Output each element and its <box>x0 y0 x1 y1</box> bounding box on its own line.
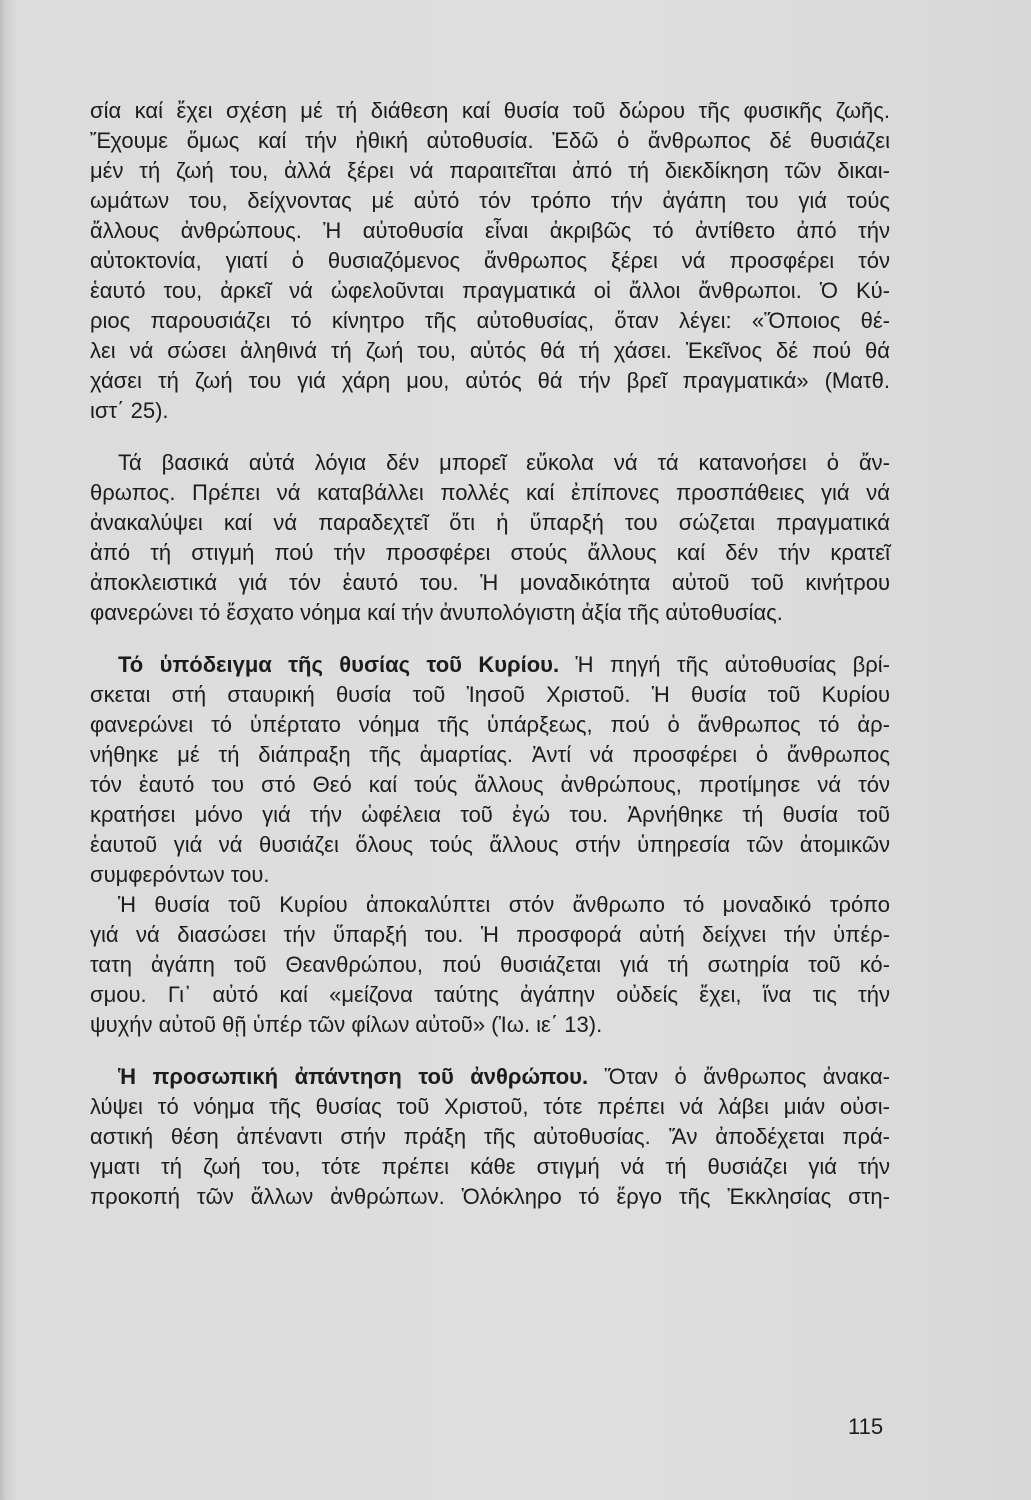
text-line <box>90 1062 890 1092</box>
text-line: Ἔχουμε ὅμως καί τήν ἠθική αὐτοθυσία. Ἐδῶ ὁ ἄνθρωπος δέ θυσιάζει <box>90 128 890 153</box>
text-line: ἄλλους ἀνθρώπους. Ἡ αὐτοθυσία εἶναι ἀκριβῶς τό ἀντίθετο ἀπό τήν <box>90 218 890 243</box>
text-line: ἑαυτοῦ γιά νά θυσιάζει ὅλους τούς ἄλλους στήν ὑπηρεσία τῶν ἀτομικῶν <box>90 832 890 857</box>
paragraph-4 <box>90 890 890 1040</box>
text-line: σμου. Γι᾿ αὐτό καί «μείζονα ταύτης ἀγάπην οὐδείς ἔχει, ἵνα τις τήν <box>90 982 890 1007</box>
paragraph-spacer <box>90 628 890 650</box>
text-line: νήθηκε μέ τή διάπραξη τῆς ἁμαρτίας. Ἀντί νά προσφέρει ὁ ἄνθρωπος <box>90 742 890 767</box>
body-text <box>90 96 890 1212</box>
text-line: ἑαυτό του, ἀρκεῖ νά ὠφελοῦνται πραγματικά οἱ ἄλλοι ἄνθρωποι. Ὁ Κύ- <box>90 278 890 303</box>
section-heading: Τό ὑπόδειγμα τῆς θυσίας τοῦ Κυρίου. <box>118 652 560 677</box>
text-line: χάσει τή ζωή του γιά χάρη μου, αὐτός θά τήν βρεῖ πραγματικά» (Ματθ. <box>90 368 890 393</box>
section-heading: Ἡ προσωπική ἀπάντηση τοῦ ἀνθρώπου. <box>118 1064 589 1089</box>
text-line: γιά νά διασώσει τήν ὕπαρξή του. Ἡ προσφορά αὐτή δείχνει τήν ὑπέρ- <box>90 922 890 947</box>
text-line: σκεται στή σταυρική θυσία τοῦ Ἰησοῦ Χριστοῦ. Ἡ θυσία τοῦ Κυρίου <box>90 682 890 707</box>
text-line: τατη ἀγάπη τοῦ Θεανθρώπου, πού θυσιάζεται γιά τή σωτηρία τοῦ κό- <box>90 952 890 977</box>
text-line: αστική θέση ἀπέναντι στήν πράξη τῆς αὐτοθυσίας. Ἄν ἀποδέχεται πρά- <box>90 1124 890 1149</box>
text-line: λύψει τό νόημα τῆς θυσίας τοῦ Χριστοῦ, τότε πρέπει νά λάβει μιάν οὐσι- <box>90 1094 890 1119</box>
paragraph-spacer <box>90 426 890 448</box>
text-line: φανερώνει τό ὑπέρτατο νόημα τῆς ὑπάρξεως, πού ὁ ἄνθρωπος τό ἀρ- <box>90 712 890 737</box>
paragraph-1 <box>90 96 890 426</box>
text-line: ἀνακαλύψει καί νά παραδεχτεῖ ὅτι ἡ ὕπαρξή του σώζεται πραγματικά <box>90 510 890 535</box>
text-line: ωμάτων του, δείχνοντας μέ αὐτό τόν τρόπο τήν ἀγάπη του γιά τούς <box>90 188 890 213</box>
text-run: Ἡ πηγή τῆς αὐτοθυσίας βρί- <box>559 652 891 677</box>
paragraph-spacer <box>90 1040 890 1062</box>
text-line: Ἡ θυσία τοῦ Κυρίου ἀποκαλύπτει στόν ἄνθρωπο τό μοναδικό τρόπο <box>118 892 890 917</box>
text-line <box>90 650 890 680</box>
text-line: θρωπος. Πρέπει νά καταβάλλει πολλές καί ἐπίπονες προσπάθειες γιά νά <box>90 480 890 505</box>
paragraph-2 <box>90 448 890 628</box>
text-line: κρατήσει μόνο γιά τήν ὠφέλεια τοῦ ἐγώ του. Ἀρνήθηκε τή θυσία τοῦ <box>90 802 890 827</box>
paragraph-3 <box>90 650 890 890</box>
text-line: μέν τή ζωή του, ἀλλά ξέρει νά παραιτεῖται ἀπό τή διεκδίκηση τῶν δικαι- <box>90 158 890 183</box>
text-line: λει νά σώσει ἀληθινά τή ζωή του, αὐτός θά τή χάσει. Ἐκεῖνος δέ πού θά <box>90 338 890 363</box>
text-line: προκοπή τῶν ἄλλων ἀνθρώπων. Ὁλόκληρο τό ἔργο τῆς Ἐκκλησίας στη- <box>90 1184 890 1209</box>
text-line: τόν ἑαυτό του στό Θεό καί τούς ἄλλους ἀνθρώπους, προτίμησε νά τόν <box>90 772 890 797</box>
text-run: Ὅταν ὁ ἄνθρωπος ἀνακα- <box>588 1064 890 1089</box>
text-line: συμφερόντων του. <box>90 862 270 887</box>
text-line: ψυχήν αὐτοῦ θῇ ὑπέρ τῶν φίλων αὐτοῦ» (Ἰω. ιε΄ 13). <box>90 1012 603 1037</box>
paragraph-5 <box>90 1062 890 1212</box>
page-number: 115 <box>848 1414 884 1439</box>
text-line: ἀπό τή στιγμή πού τήν προσφέρει στούς ἄλλους καί δέν τήν κρατεῖ <box>90 540 890 565</box>
text-line: ιστ΄ 25). <box>90 398 169 423</box>
text-line: ἀποκλειστικά γιά τόν ἑαυτό του. Ἡ μοναδικότητα αὐτοῦ τοῦ κινήτρου <box>90 570 890 595</box>
text-line: σία καί ἔχει σχέση μέ τή διάθεση καί θυσία τοῦ δώρου τῆς φυσικῆς ζωῆς. <box>90 98 890 123</box>
text-line: αὐτοκτονία, γιατί ὁ θυσιαζόμενος ἄνθρωπος ξέρει νά προσφέρει τόν <box>90 248 890 273</box>
text-line: Τά βασικά αὐτά λόγια δέν μπορεῖ εὔκολα νά τά κατανοήσει ὁ ἄν- <box>118 450 890 475</box>
text-line: γματι τή ζωή του, τότε πρέπει κάθε στιγμή νά τή θυσιάζει γιά τήν <box>90 1154 890 1179</box>
text-line: φανερώνει τό ἔσχατο νόημα καί τήν ἀνυπολόγιστη ἀξία τῆς αὐτοθυσίας. <box>90 600 783 625</box>
text-line: ριος παρουσιάζει τό κίνητρο τῆς αὐτοθυσίας, ὅταν λέγει: «Ὅποιος θέ- <box>90 308 890 333</box>
